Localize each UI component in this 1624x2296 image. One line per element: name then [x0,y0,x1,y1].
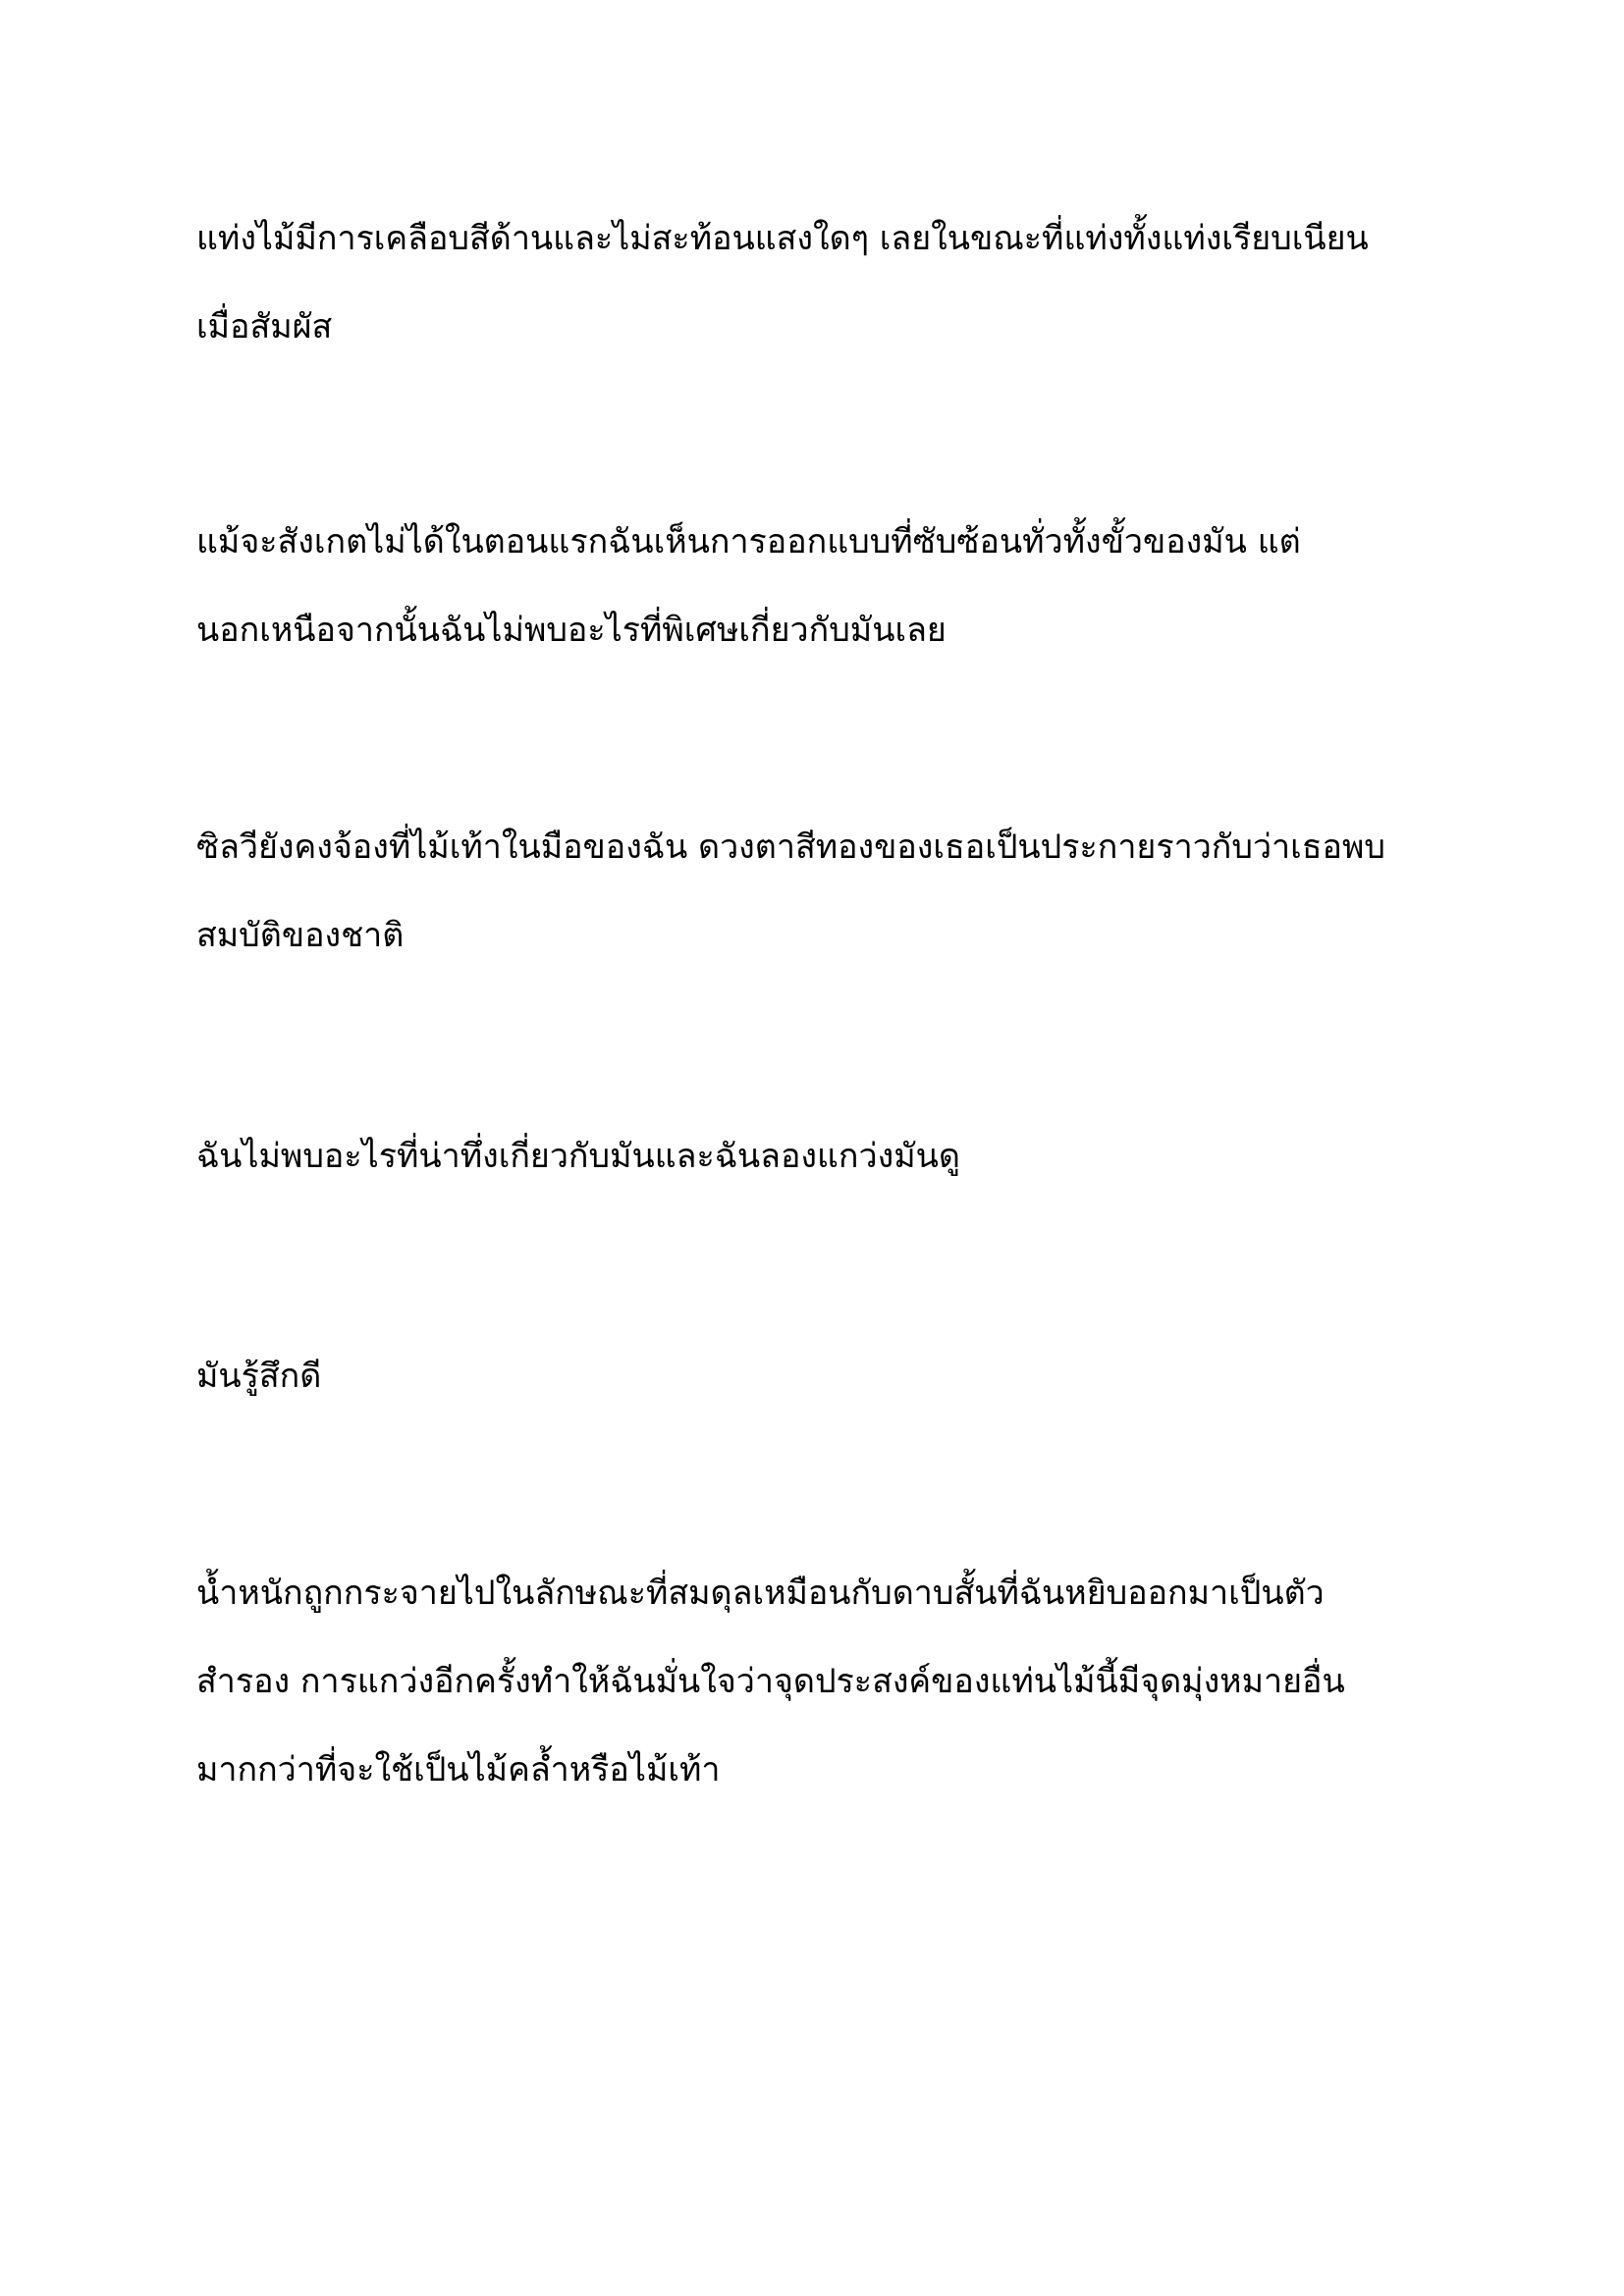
text-line: มันรู้สึกดี [196,1357,322,1396]
paragraph [196,498,1473,674]
text-line: น้ำหนักถูกกระจายไปในลักษณะที่สมดุลเหมือนกับดาบสั้นที่ฉันหยิบออกมาเป็นตัว [196,1574,1325,1613]
text-line: เมื่อสัมผัส [196,307,333,347]
text-line: แม้จะสังเกตไม่ได้ในตอนแรกฉันเห็นการออกแบบที่ซับซ้อนทั่วทั้งขั้วของมัน แต่ [196,522,1301,561]
text-line: สมบัติของชาติ [196,916,405,955]
text-line: ฉันไม่พบอะไรที่น่าทึ่งเกี่ยวกับมันและฉันลองแกว่งมันดู [196,1137,960,1176]
paragraph [196,1549,1473,1814]
text-line: มากกว่าที่จะใช้เป็นไม้คล้ำหรือไม้เท้า [196,1750,721,1789]
text-line: สำรอง การแกว่งอีกครั้งทำให้ฉันมั่นใจว่าจุดประสงค์ของแท่นไม้นี้มีจุดมุ่งหมายอื่น [196,1662,1345,1701]
paragraph [196,194,1473,371]
paragraph [196,1112,1473,1201]
paragraph [196,1332,1473,1420]
text-line: ซิลวียังคงจ้องที่ไม้เท้าในมือของฉัน ดวงตาสีทองของเธอเป็นประกายราวกับว่าเธอพบ [196,828,1385,867]
text-line: นอกเหนือจากนั้นฉันไม่พบอะไรที่พิเศษเกี่ยวกับมันเลย [196,611,947,650]
text-line: แท่งไม้มีการเคลือบสีด้านและไม่สะท้อนแสงใดๆ เลยในขณะที่แท่งทั้งแท่งเรียบเนียน [196,219,1369,258]
paragraph [196,803,1473,980]
